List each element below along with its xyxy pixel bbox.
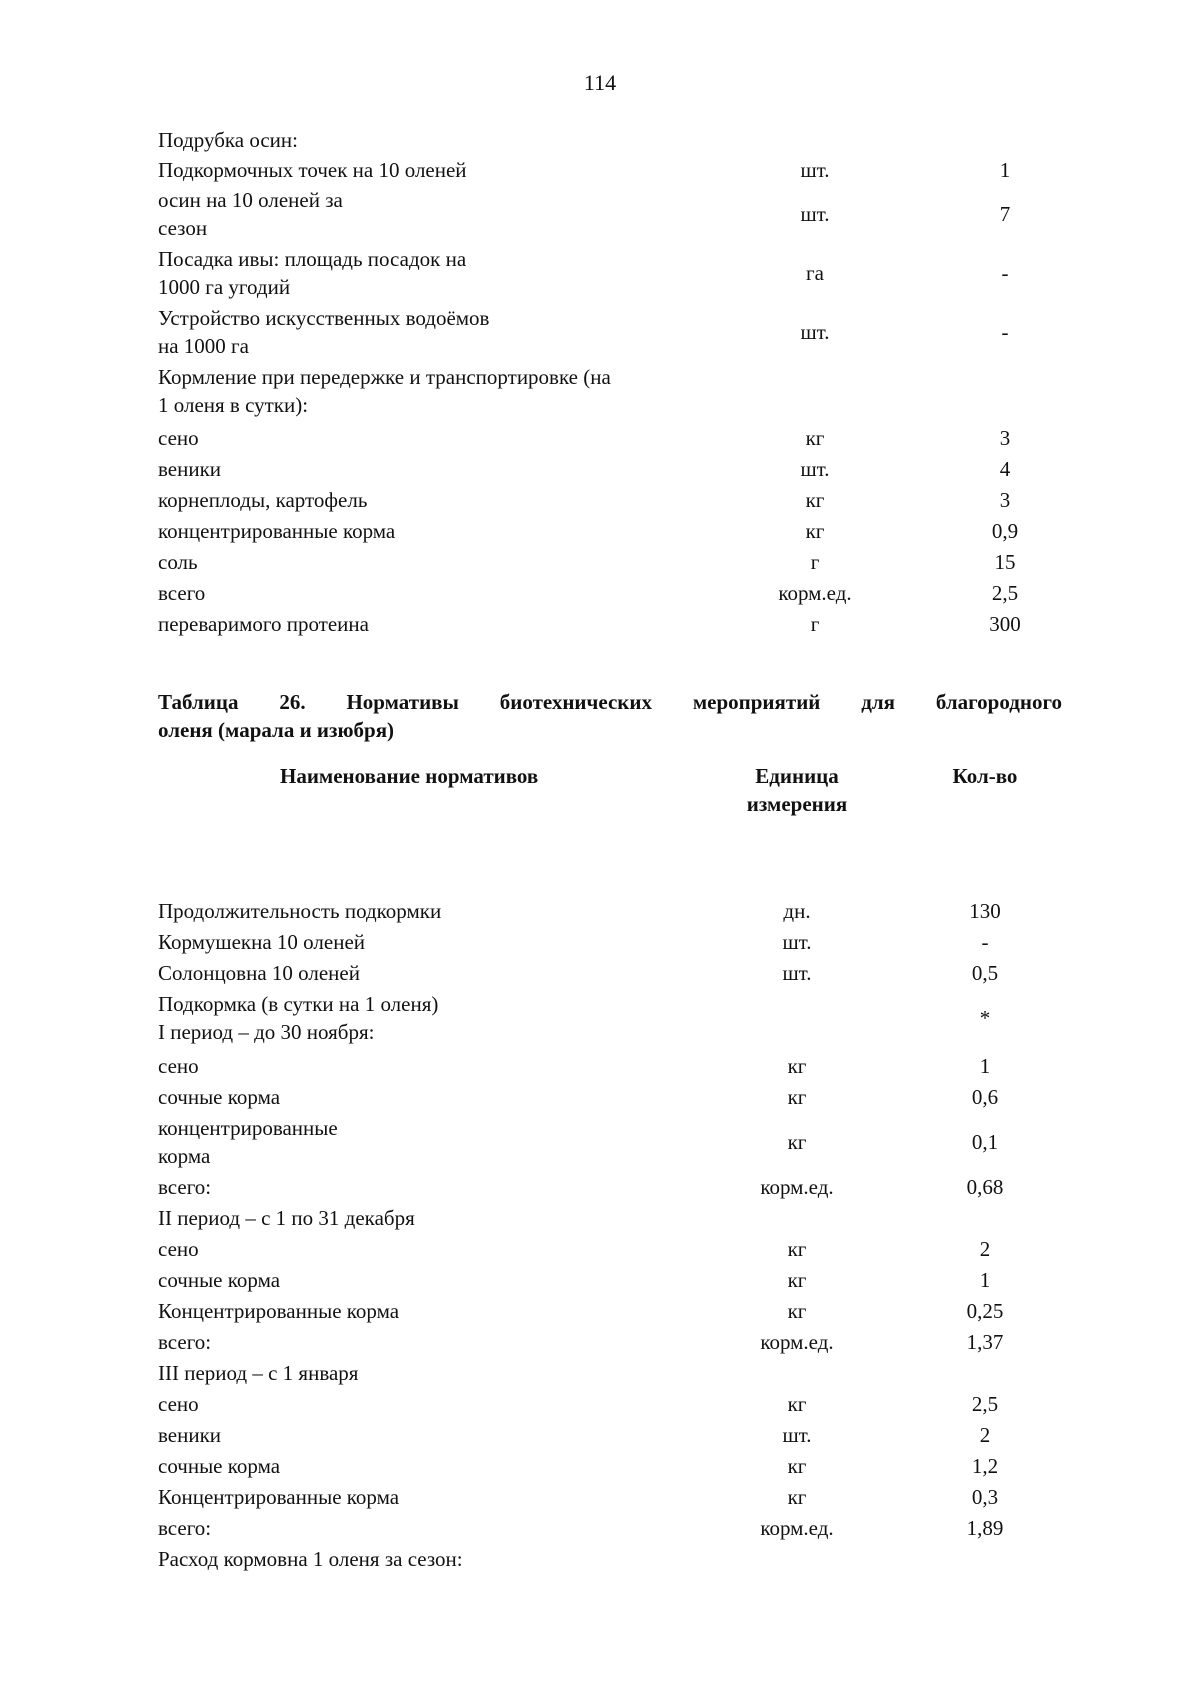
row-qty: 300 [989,612,1021,636]
column-header-name: Наименование нормативов [280,764,539,788]
row-name-line: III период – с 1 января [158,1361,359,1385]
row-name-line: осин на 10 оленей за [158,188,343,212]
row-name [158,424,199,452]
row-name [158,363,611,419]
row-name [158,126,298,154]
table-caption-line: оленя (марала и изюбря) [158,718,395,742]
row-qty: 1,89 [966,1516,1004,1540]
column-header-qty: Кол-во [952,764,1018,788]
row-unit: шт. [800,202,830,226]
row-name-line: сочные корма [158,1085,281,1109]
row-qty: - [981,930,989,954]
row-name-line: сено [158,1392,199,1416]
row-qty: 1 [979,1268,991,1292]
row-qty: 2,5 [991,581,1019,605]
row-unit: шт. [782,1423,812,1447]
row-unit: кг [787,1054,807,1078]
row-unit: г [810,612,820,636]
row-name-line: Кормушекна 10 оленей [158,930,366,954]
row-name-line: соль [158,550,198,574]
row-name [158,517,395,545]
row-unit: кг [805,488,825,512]
row-name-line: сено [158,1054,199,1078]
row-qty: 7 [999,202,1011,226]
row-qty: 3 [999,488,1011,512]
row-name-line: веники [158,1423,222,1447]
row-name [158,1452,280,1480]
table-caption [158,688,1062,744]
row-name-line: веники [158,457,222,481]
row-name [158,548,198,576]
row-name-line: концентрированные корма [158,519,396,543]
row-name [158,455,221,483]
row-name-line: 1000 га угодий [158,275,291,299]
row-qty: 0,1 [971,1130,999,1154]
row-qty: 0,3 [971,1485,999,1509]
row-qty: 4 [999,457,1011,481]
row-qty: 3 [999,426,1011,450]
row-unit: кг [787,1299,807,1323]
row-name-line: сезон [158,216,208,240]
row-unit: кг [787,1485,807,1509]
row-name-line: I период – до 30 ноября: [158,1020,375,1044]
row-unit: шт. [800,320,830,344]
row-qty: 2 [979,1423,991,1447]
column-header-unit [697,762,897,818]
table-caption-line: Таблица 26. Нормативы биотехнических мероприятий для благородного [158,690,1062,714]
row-qty: 1 [979,1054,991,1078]
row-unit: кг [787,1454,807,1478]
row-name [158,1204,415,1232]
row-unit: корм.ед. [778,581,852,605]
row-qty: 130 [969,899,1001,923]
row-unit: шт. [800,158,830,182]
row-qty: 15 [994,550,1016,574]
row-name [158,1083,280,1111]
page-number: 114 [583,70,617,95]
row-name-line: 1 оленя в сутки): [158,393,309,417]
row-name-line: Посадка ивы: площадь посадок на [158,247,467,271]
row-name-line: Солонцовна 10 оленей [158,961,360,985]
row-qty: 1 [999,158,1011,182]
row-unit: кг [805,426,825,450]
row-name-line: корнеплоды, картофель [158,488,368,512]
row-qty: 0,6 [971,1085,999,1109]
row-name-line: Расход кормовна 1 оленя за сезон: [158,1547,463,1571]
row-name-line: Концентрированные корма [158,1299,400,1323]
row-name-line: переваримого протеина [158,612,369,636]
row-name [158,928,365,956]
row-name-line: сочные корма [158,1454,281,1478]
row-unit: кг [787,1268,807,1292]
row-name-line: всего [158,581,206,605]
row-name [158,486,367,514]
row-qty: 1,2 [971,1454,999,1478]
row-name-line: всего: [158,1516,212,1540]
row-name [158,1297,399,1325]
row-name [158,1545,463,1573]
row-unit: г [810,550,820,574]
row-name-line: Подкормочных точек на 10 оленей [158,158,467,182]
row-name-line: на 1000 га [158,334,249,358]
row-name-line: Продолжительность подкормки [158,899,442,923]
row-name-line: II период – с 1 по 31 декабря [158,1206,415,1230]
row-unit: корм.ед. [760,1516,834,1540]
row-name [158,1514,211,1542]
row-unit: га [806,261,824,285]
row-name [158,610,369,638]
row-name [158,579,205,607]
row-name [158,304,489,360]
row-name-line: всего: [158,1175,212,1199]
row-unit: корм.ед. [760,1175,834,1199]
column-header-unit-line: измерения [746,792,848,816]
row-name-line: Устройство искусственных водоёмов [158,306,490,330]
row-name-line: концентрированные [158,1116,338,1140]
row-unit: кг [787,1237,807,1261]
row-name-line: сено [158,426,199,450]
row-name [158,990,438,1046]
row-name-line: Подкормка (в сутки на 1 оленя) [158,992,439,1016]
row-unit: кг [787,1130,807,1154]
column-header-unit-line: Единица [755,764,839,788]
row-qty: 0,25 [966,1299,1004,1323]
row-name [158,186,343,242]
row-name-line: Подрубка осин: [158,128,298,152]
row-name [158,1114,338,1170]
row-unit: дн. [783,899,811,923]
row-name [158,959,360,987]
row-qty: 0,5 [971,961,999,985]
row-name-line: всего: [158,1330,212,1354]
row-unit: корм.ед. [760,1330,834,1354]
row-qty: 1,37 [966,1330,1004,1354]
row-name [158,1266,280,1294]
row-name [158,245,466,301]
row-name-line: сочные корма [158,1268,281,1292]
row-name [158,156,467,184]
row-name [158,1328,211,1356]
row-name-line: корма [158,1144,211,1168]
row-unit: кг [787,1085,807,1109]
row-name-line: Концентрированные корма [158,1485,400,1509]
row-name [158,1052,199,1080]
row-name [158,1483,399,1511]
row-qty: - [1001,261,1009,285]
row-unit: кг [805,519,825,543]
row-qty: - [1001,320,1009,344]
row-name [158,1173,211,1201]
row-qty: 2 [979,1237,991,1261]
row-name [158,1235,199,1263]
row-name [158,1359,358,1387]
row-unit: шт. [782,961,812,985]
row-name [158,897,441,925]
row-name-line: сено [158,1237,199,1261]
row-name [158,1421,221,1449]
row-qty: 0,9 [991,519,1019,543]
row-unit: шт. [800,457,830,481]
row-unit: шт. [782,930,812,954]
row-qty: 0,68 [966,1175,1004,1199]
row-unit: кг [787,1392,807,1416]
row-qty: 2,5 [971,1392,999,1416]
row-name-line: Кормление при передержке и транспортировке (на [158,365,611,389]
row-name [158,1390,199,1418]
row-qty: * [979,1006,991,1030]
